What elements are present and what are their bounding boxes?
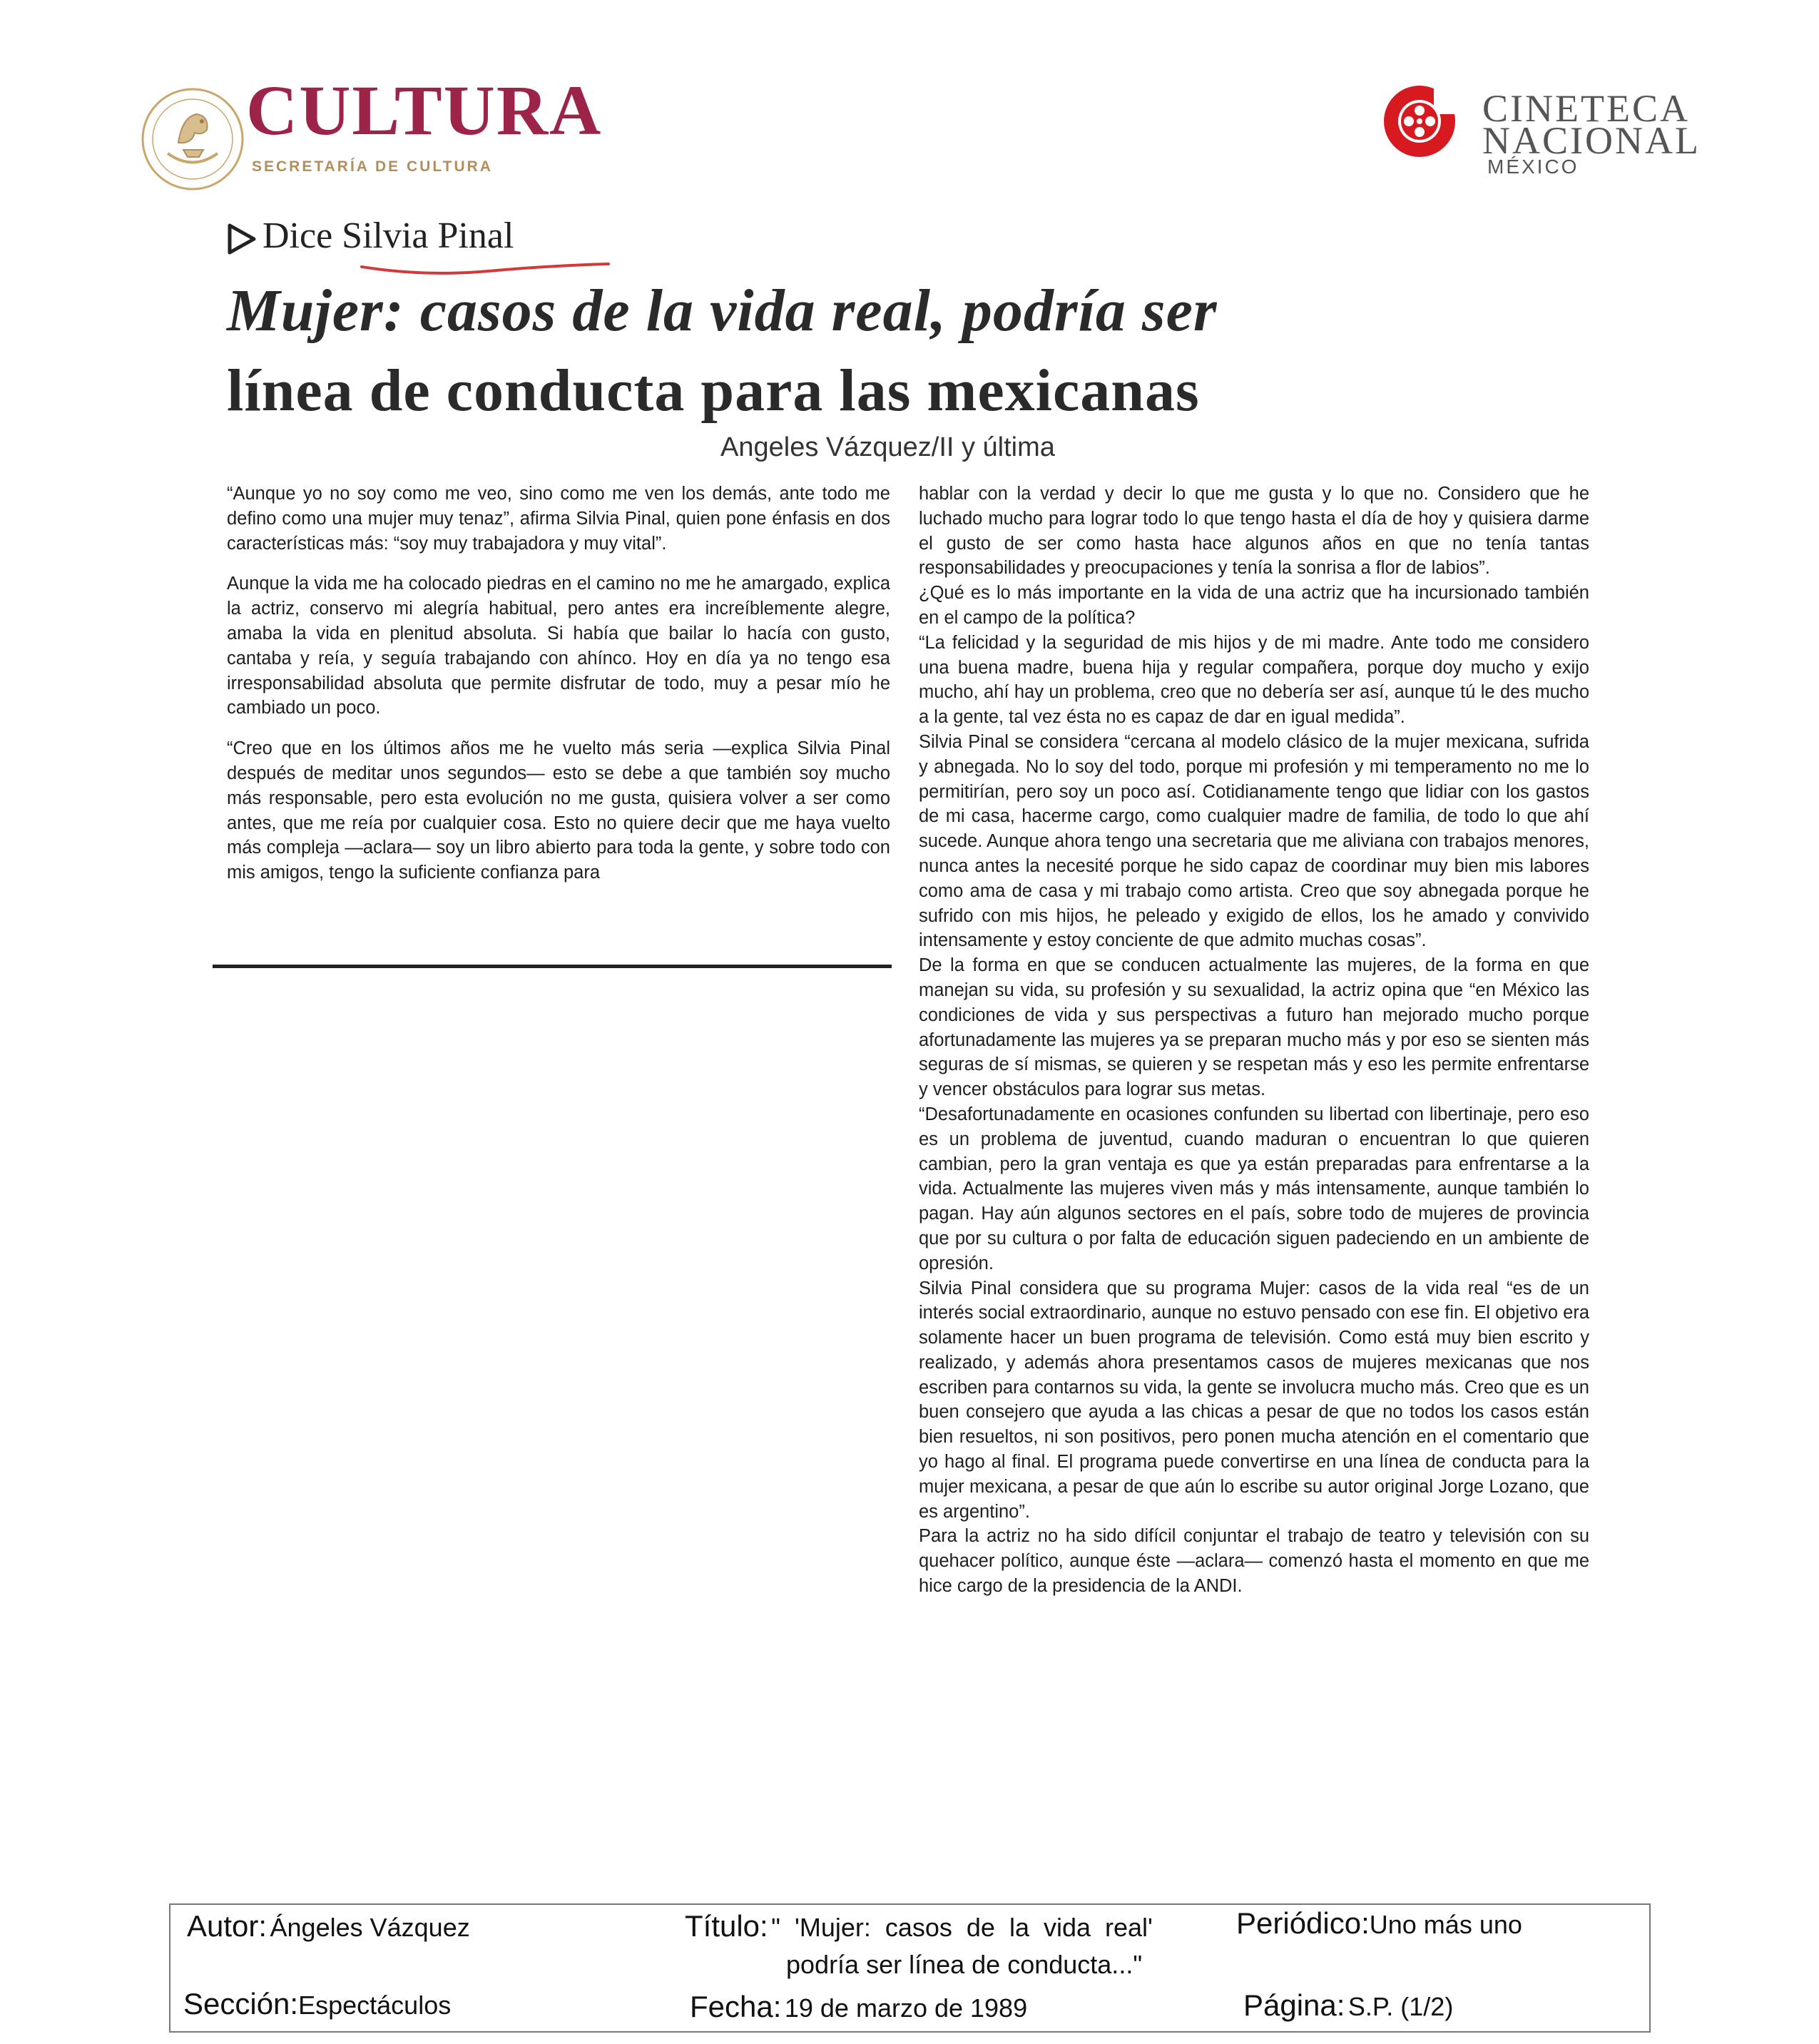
meta-pagina-label: Página: — [1243, 1988, 1345, 2022]
mexican-coat-of-arms-icon — [139, 86, 246, 193]
cineteca-logo-line3: MÉXICO — [1487, 156, 1579, 178]
meta-periodico-value: Uno más uno — [1369, 1910, 1522, 1939]
meta-autor-value: Ángeles Vázquez — [270, 1913, 470, 1942]
meta-pagina-value: S.P. (1/2) — [1347, 1992, 1454, 2021]
cultura-logo-title: CULTURA — [246, 71, 603, 150]
paragraph: “Aunque yo no soy como me veo, sino como me ven los demás, ante todo me defino como una mujer muy tenaz”, afirma Silvia Pinal, quien pone énfasis en dos características más: “soy muy trabajadora y muy vital”. — [227, 484, 890, 554]
meta-fecha-value: 19 de marzo de 1989 — [784, 1993, 1028, 2023]
meta-titulo-label: Título: — [685, 1909, 768, 1943]
cineteca-logo-line2: NACIONAL — [1482, 119, 1701, 162]
meta-seccion-value: Espectáculos — [298, 1990, 452, 2020]
meta-seccion-label: Sección: — [183, 1987, 299, 2020]
paragraph: Silvia Pinal considera que su programa Mujer: casos de la vida real “es de un interés social extraordinario, aunque no estuvo pensado con ese fin. El objetivo era solamente hacer un buen programa de televisión. Como está muy bien escrito y realizado, y además ahora presentamos casos de mujeres mexicanas que nos escriben para contarnos su vida, la gente se involucra mucho más. Creo que es un buen consejero que ayuda a las chicas a pesar de que no todos los casos están bien resueltos, ni son positivos, pero ponen mucha atención en el comentario que yo hago al final. El programa puede convertirse en una línea de conducta para la mujer mexicana, a pesar de que aún lo escribe su autor original Jorge Lozano, que es argentino”. — [919, 1278, 1589, 1522]
paragraph: ¿Qué es lo más importante en la vida de una actriz que ha incursionado también en el campo de la política? — [919, 583, 1589, 628]
meta-periodico-label: Periódico: — [1236, 1906, 1370, 1940]
article-right-column — [919, 482, 1589, 1599]
paragraph: Para la actriz no ha sido difícil conjuntar el trabajo de teatro y televisión con su quehacer político, aunque éste —aclara— comenzó hasta el momento en que me hice cargo de la presidencia de la ANDI. — [919, 1526, 1589, 1597]
play-triangle-icon — [227, 223, 257, 255]
paragraph: Silvia Pinal se considera “cercana al modelo clásico de la mujer mexicana, sufrida y abnegada. No lo soy del todo, porque mi profesión y mi temperamento no me lo permitirían, pero soy un poco así. Cotidianamente tengo que lidiar con los gastos de mi casa, hacerme cargo, como cualquier madre de familia, de todo lo que ahí sucede. Aunque ahora tengo una secretaria que me aliviana con trabajos menores, nunca antes la necesité porque he sido capaz de coordinar muy bien mis labores como ama de casa y mi trabajo como artista. Creo que soy abnegada porque he sufrido con mis hijos, he peleado y exigido de ellos, los he amado y convivido intensamente y estoy conciente de que admito muchas cosas”. — [919, 731, 1589, 951]
cultura-logo-subtitle: SECRETARÍA DE CULTURA — [252, 158, 493, 175]
cineteca-logo-line1: CINETECA — [1482, 87, 1690, 130]
meta-titulo-value-line2: podría ser línea de conducta..." — [786, 1950, 1143, 1979]
paragraph: “Creo que en los últimos años me he vuelto más seria —explica Silvia Pinal después de meditar unos segundos— esto se debe a que también soy mucho más responsable, pero esta evolución no me gusta, quisiera volver a ser como antes, que me reía por cualquier cosa. Esto no quiere decir que me haya vuelto más compleja —aclara— soy un libro abierto para toda la gente, y sobre todo con mis amigos, tengo la suficiente confianza para — [227, 738, 890, 883]
paragraph: De la forma en que se conducen actualmente las mujeres, de la forma en que manejan su vida, su profesión y su sexualidad, la actriz opina que “en México las condiciones de vida y sus perspectivas a futuro han mejorado mucho porque afortunadamente las mujeres ya se preparan mucho más y por eso se sienten más seguras de sí mismas, se quieren y se respetan más y eso les permite enfrentarse y vencer obstáculos para lograr sus metas. — [919, 955, 1589, 1100]
article-kicker: Dice Silvia Pinal — [263, 215, 514, 256]
meta-pagina — [1243, 1988, 1453, 2023]
column-end-rule — [213, 965, 892, 968]
paragraph: Aunque la vida me ha colocado piedras en el camino no me he amargado, explica la actriz, conservo mi alegría habitual, pero antes era increíblemente alegre, amaba la vida en plenitud absoluta. Si había que bailar lo hacía con gusto, cantaba y reía, y seguía trabajando con ahínco. Hoy en día ya no tengo esa irresponsabilidad absoluta que permite disfrutar de todo, muy a pesar mío he cambiado un poco. — [227, 574, 890, 718]
headline-line-2: línea de conducta para las mexicanas — [227, 357, 1200, 424]
paragraph: “La felicidad y la seguridad de mis hijos y de mi madre. Ante todo me considero una buena madre, buena hija y regular compañera, porque doy mucho y exijo mucho, ahí hay un problema, creo que no debería ser así, aunque tú le des mucho a la gente, tal vez ésta no es capaz de dar en igual medida”. — [919, 632, 1589, 728]
paragraph: “Desafortunadamente en ocasiones confunden su libertad con libertinaje, pero eso es un problema de juventud, cuando maduran o encuentran lo que quieren cambian, pero la gran ventaja es que ya están preparadas para enfrentarse a la vida. Actualmente las mujeres viven más y más intensamente, aunque también lo pagan. Hay aún algunos sectores en el país, sobre todo de mujeres de provincia que por su cultura o por falta de educación siguen padeciendo en un ambiente de opresión. — [919, 1104, 1589, 1273]
article-left-column — [227, 482, 890, 885]
film-reel-icon — [1380, 82, 1459, 161]
headline-line-1: Mujer: casos de la vida real, podría ser — [227, 278, 1218, 344]
meta-autor — [187, 1909, 470, 1943]
article-headline — [227, 271, 1604, 431]
article-byline: Angeles Vázquez/II y última — [720, 432, 1055, 462]
meta-titulo — [685, 1909, 1153, 1943]
meta-titulo-value-line1: " 'Mujer: casos de la vida real' — [771, 1913, 1153, 1942]
meta-periodico — [1236, 1906, 1522, 1941]
meta-fecha — [690, 1990, 1027, 2024]
meta-seccion — [183, 1987, 451, 2021]
meta-autor-label: Autor: — [187, 1909, 268, 1943]
meta-fecha-label: Fecha: — [690, 1990, 782, 2023]
paragraph: hablar con la verdad y decir lo que me gusta y lo que no. Considero que he luchado mucho para lograr todo lo que tengo hasta el día de hoy y quisiera darme el gusto de ser como hasta hace algunos años en que no tenía tantas responsabilidades y preocupaciones y tenía la sonrisa a flor de labios”. — [919, 484, 1589, 579]
